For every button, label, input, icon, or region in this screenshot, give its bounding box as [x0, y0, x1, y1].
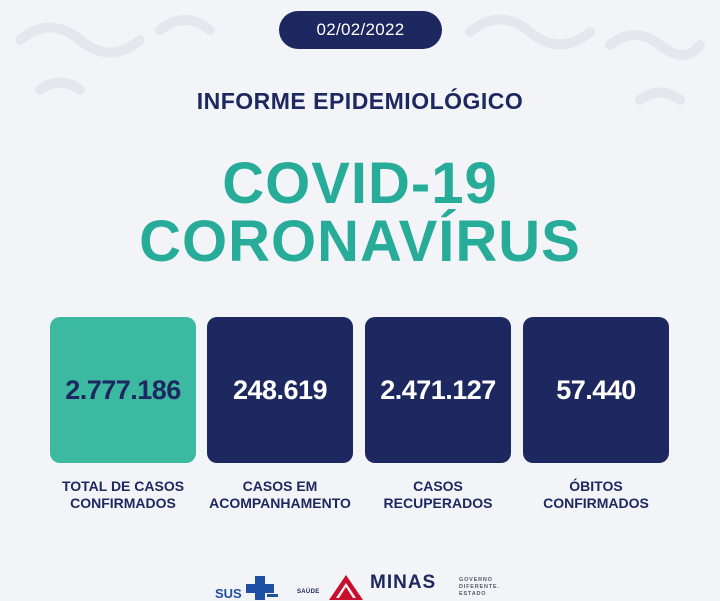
title-coronavirus: CORONAVÍRUS: [139, 209, 581, 274]
stat-card-deaths: [523, 317, 669, 463]
label-line: ACOMPANHAMENTO: [209, 495, 351, 511]
stat-card-in-monitoring: [207, 317, 353, 463]
stat-card-recovered: [365, 317, 511, 463]
stat-label-in-monitoring: [190, 478, 370, 512]
label-line: RECUPERADOS: [383, 495, 493, 511]
label-line: CASOS: [413, 478, 463, 494]
label-line: CASOS EM: [242, 478, 318, 494]
label-line: ÓBITOS: [569, 478, 623, 494]
stat-label-recovered: [348, 478, 528, 512]
sus-cross-icon: [246, 576, 278, 600]
government-tagline: [459, 577, 500, 598]
label-line: CONFIRMADOS: [543, 495, 649, 511]
tagline-line: ESTADO: [459, 591, 487, 597]
tagline-line: DIFERENTE.: [459, 584, 500, 590]
saude-label: SAÚDE: [297, 589, 320, 595]
stat-value: 2.471.127: [380, 374, 496, 405]
date-badge: 02/02/2022: [279, 11, 442, 49]
stat-value: 248.619: [232, 374, 328, 405]
minas-gerais-logo-text: MINAS: [370, 572, 437, 593]
stat-value: 57.440: [556, 374, 636, 405]
stat-label-total-confirmed: [33, 478, 213, 512]
stat-card-total-confirmed: [50, 317, 196, 463]
sus-logo-text: SUS: [215, 586, 242, 601]
tagline-line: GOVERNO: [459, 577, 493, 583]
report-subtitle: INFORME EPIDEMIOLÓGICO: [196, 88, 524, 114]
footer-logos: [0, 572, 720, 600]
label-line: TOTAL DE CASOS: [61, 478, 185, 494]
stat-label-deaths: [506, 478, 686, 512]
stat-value: 2.777.186: [65, 374, 181, 405]
label-line: CONFIRMADOS: [70, 495, 176, 511]
title-covid: COVID-19: [222, 151, 498, 216]
minas-gerais-triangle-icon: [328, 574, 364, 600]
